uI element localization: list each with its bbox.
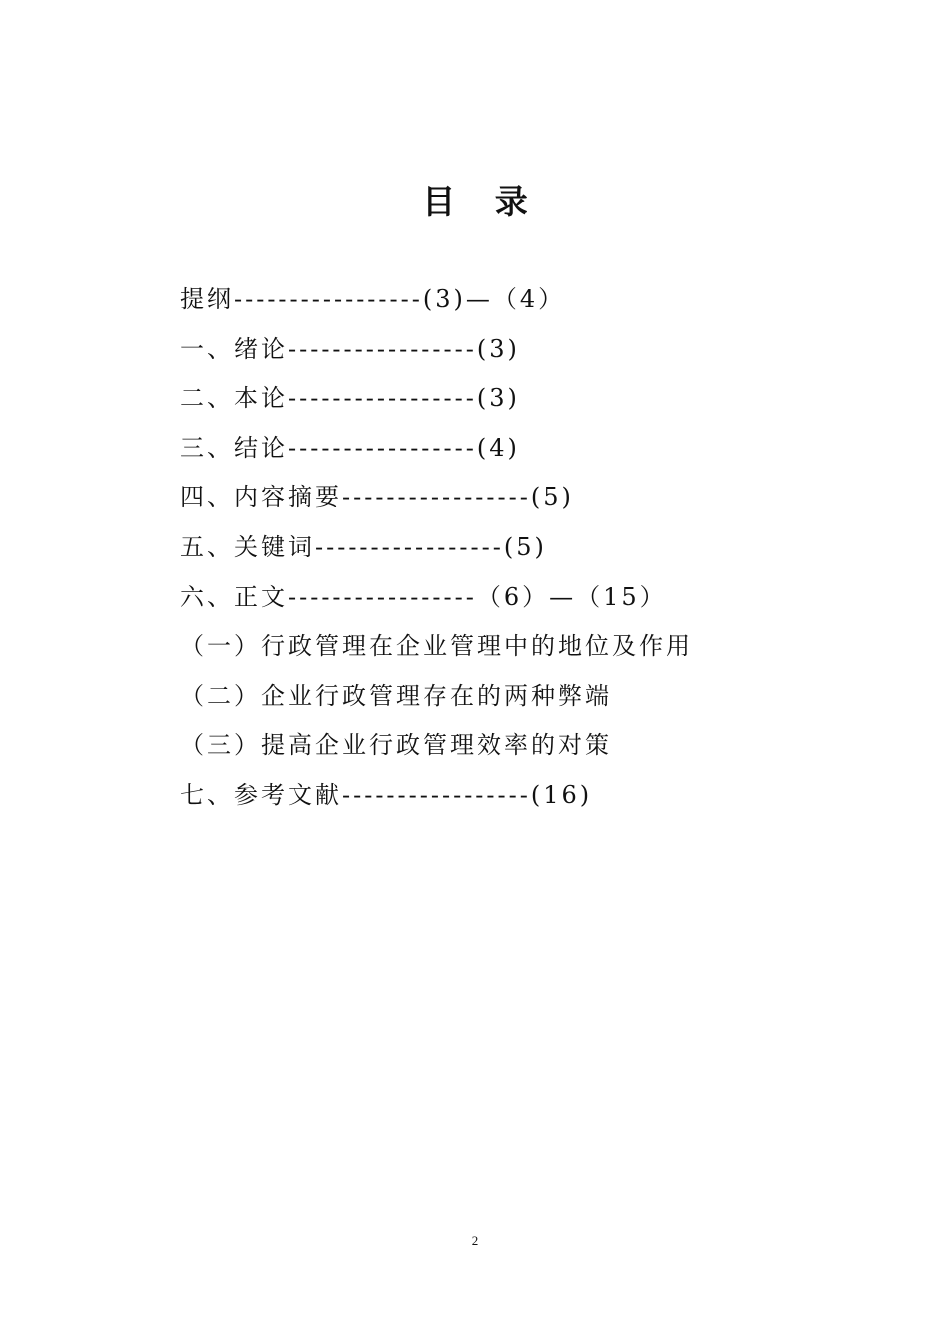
toc-entry-references: 七、参考文献-----------------(16)	[180, 780, 593, 809]
toc-subentry-drawbacks: （二）企业行政管理存在的两种弊端	[180, 681, 612, 710]
toc-subentry-countermeasures: （三）提高企业行政管理效率的对策	[180, 731, 612, 760]
toc-subentry-role: （一）行政管理在企业管理中的地位及作用	[180, 632, 693, 661]
toc-entry-main-discussion: 二、本论-----------------(3)	[180, 384, 520, 413]
toc-entry-main-text: 六、正文-----------------（6）—（15）	[180, 582, 667, 611]
table-of-contents	[180, 279, 800, 825]
page-number: 2	[471, 1233, 479, 1248]
toc-entry-introduction: 一、绪论-----------------(3)	[180, 334, 520, 363]
toc-entry-abstract: 四、内容摘要-----------------(5)	[180, 483, 574, 512]
toc-entry-conclusion: 三、结论-----------------(4)	[180, 433, 520, 462]
toc-entry-keywords: 五、关键词-----------------(5)	[180, 532, 547, 561]
page-title: 目 录	[422, 182, 542, 221]
toc-entry-outline: 提纲-----------------(3)—（4）	[180, 285, 566, 313]
